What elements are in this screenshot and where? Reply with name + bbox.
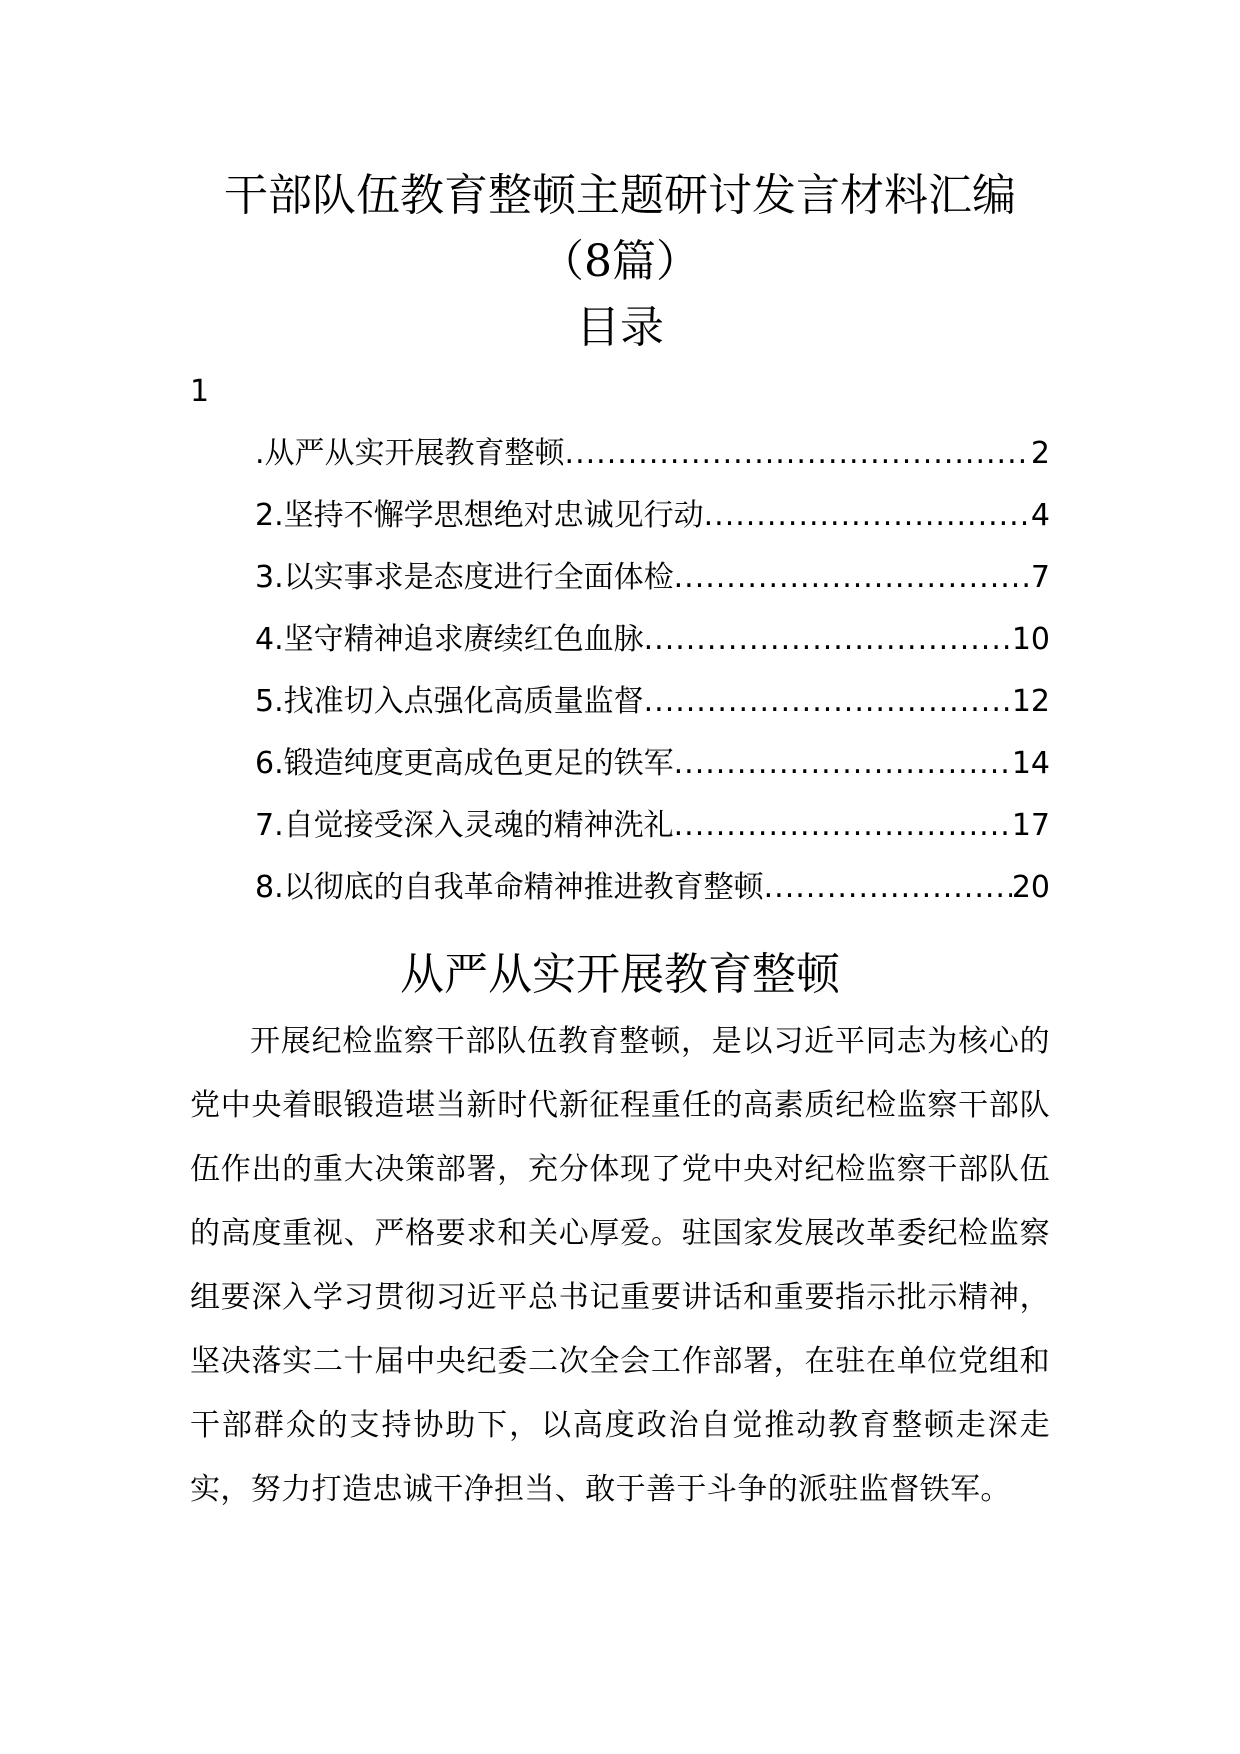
subtitle-word: 篇 xyxy=(612,236,656,287)
toc-item-page: 17 xyxy=(1011,808,1050,843)
toc-item[interactable] xyxy=(255,804,1050,848)
toc-dot-leader xyxy=(644,618,1012,662)
toc-item-label: 2.坚持不懈学思想绝对忠诚见行动 xyxy=(255,498,704,533)
toc-item-label: 5.找准切入点强化高质量监督 xyxy=(255,684,644,719)
toc-dot-leader xyxy=(704,494,1031,538)
subtitle-count: 8 xyxy=(584,236,612,287)
toc-item-label: 3.以实事求是态度进行全面体检 xyxy=(255,560,674,595)
toc-item-page: 12 xyxy=(1011,684,1050,719)
toc-item-page: 14 xyxy=(1011,746,1050,781)
toc-dot-leader xyxy=(674,742,1012,786)
toc-item-label: 8.以彻底的自我革命精神推进教育整顿 xyxy=(255,870,764,905)
toc-heading: 目录 xyxy=(576,302,664,353)
toc-dot-leader xyxy=(674,556,1031,600)
toc-item-page: 10 xyxy=(1011,622,1050,657)
toc-item[interactable] xyxy=(255,556,1050,600)
toc-item-label: 4.坚守精神追求赓续红色血脉 xyxy=(255,622,644,657)
toc-item[interactable] xyxy=(255,680,1050,724)
toc-item[interactable] xyxy=(255,618,1050,662)
toc-dot-leader xyxy=(674,804,1012,848)
document-title: 干部队伍教育整顿主题研讨发言材料汇编 xyxy=(224,170,1016,221)
toc-item-page: 20 xyxy=(1011,870,1050,905)
toc-item-label: 6.锻造纯度更高成色更足的铁军 xyxy=(255,746,674,781)
toc-item[interactable] xyxy=(255,432,1050,476)
toc-item-page: 4 xyxy=(1030,498,1050,533)
section-title: 从严从实开展教育整顿 xyxy=(400,949,840,1000)
toc-dot-leader xyxy=(764,866,1012,910)
toc-item-page: 7 xyxy=(1030,560,1050,595)
toc-dot-leader xyxy=(644,680,1012,724)
toc-dot-leader xyxy=(565,432,1031,476)
body-paragraph: 开展纪检监察干部队伍教育整顿，是以习近平同志为核心的党中央着眼锻造堪当新时代新征程重任的高素质纪检监察干部队伍作出的重大决策部署，充分体现了党中央对纪检监察干部队伍的高度重视、严格要求和关心厚爱。驻国家发展改革委纪检监察组要深入学习贯彻习近平总书记重要讲话和重要指示批示精神，坚决落实二十届中央纪委二次全会工作部署，在驻在单位党组和干部群众的支持协助下，以高度政治自觉推动教育整顿走深走实，努力打造忠诚干净担当、敢于善于斗争的派驻监督铁军。 xyxy=(190,1024,1050,1507)
toc-item[interactable] xyxy=(255,866,1050,910)
toc-item-page: 2 xyxy=(1030,436,1050,471)
toc-item[interactable] xyxy=(255,494,1050,538)
toc-lead-number: 1 xyxy=(190,374,210,409)
toc-item-label: .从严从实开展教育整顿 xyxy=(255,436,565,471)
toc-item-label: 7.自觉接受深入灵魂的精神洗礼 xyxy=(255,808,674,843)
subtitle-close-paren: ） xyxy=(656,236,700,287)
subtitle-open-paren: （ xyxy=(540,236,584,287)
toc-item[interactable] xyxy=(255,742,1050,786)
document-subtitle xyxy=(0,232,1240,292)
